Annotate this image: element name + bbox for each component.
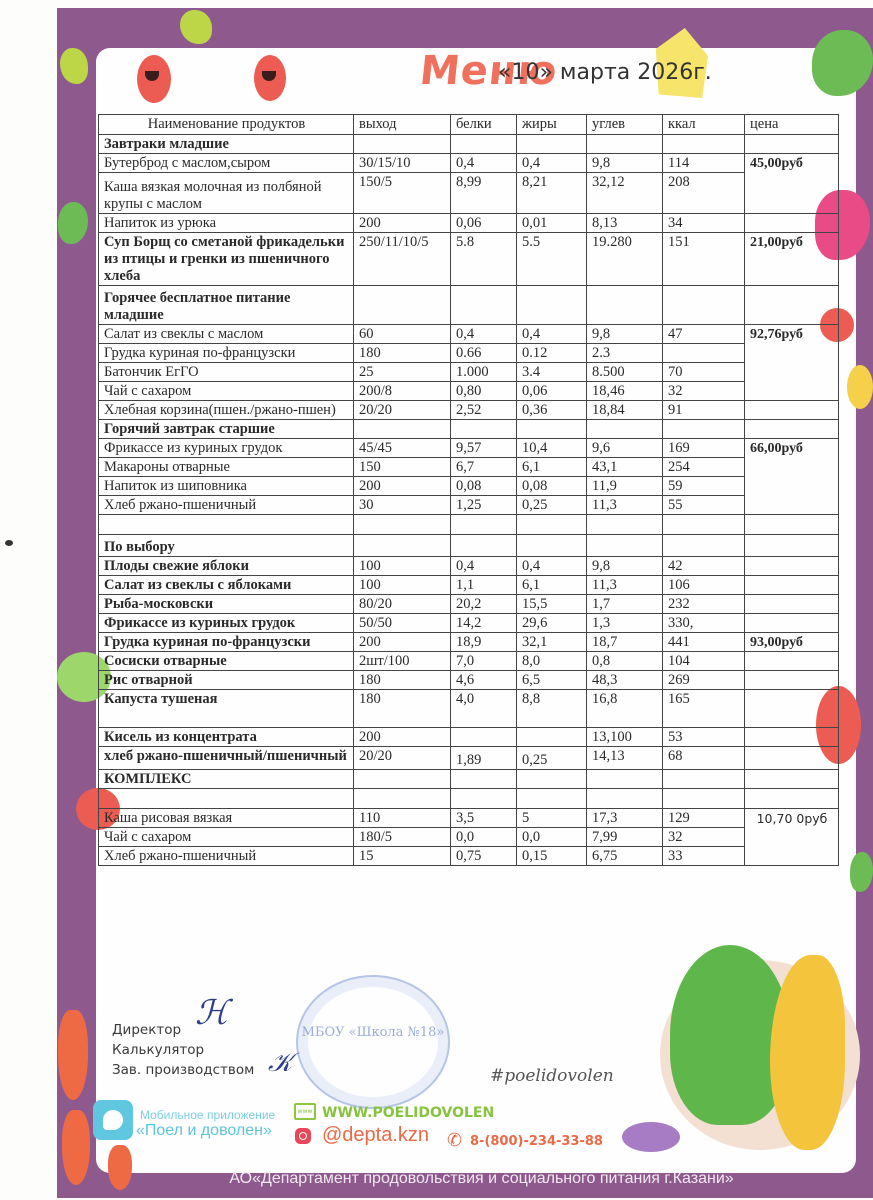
kcal: 33 <box>663 847 745 866</box>
section-row <box>99 535 839 557</box>
kcal: 68 <box>663 747 745 770</box>
fat: 8,0 <box>517 652 587 671</box>
carbs: 9,6 <box>587 439 663 458</box>
protein: 1.000 <box>451 363 517 382</box>
section-title: КОМПЛЕКС <box>99 770 354 789</box>
price: 92,76руб <box>745 325 839 401</box>
fat: 0,36 <box>517 401 587 420</box>
calculator-label: Калькулятор <box>112 1042 205 1058</box>
protein <box>451 728 517 747</box>
fat: 6,1 <box>517 576 587 595</box>
table-row <box>99 690 839 728</box>
kcal: 165 <box>663 690 745 728</box>
carbs: 17,3 <box>587 809 663 828</box>
portion: 60 <box>354 325 451 344</box>
empty-row <box>99 789 839 809</box>
fat: 3.4 <box>517 363 587 382</box>
table-row <box>99 557 839 576</box>
carrot-character-icon <box>58 1010 88 1100</box>
stamp-text: МБОУ «Школа №18» <box>301 1025 445 1040</box>
protein: 0,06 <box>451 214 517 233</box>
dish-name: Хлеб ржано-пшеничный <box>99 847 354 866</box>
portion: 30/15/10 <box>354 154 451 173</box>
price <box>745 690 839 728</box>
table-row <box>99 325 839 344</box>
price: 93,00руб <box>745 633 839 652</box>
protein: 0.66 <box>451 344 517 363</box>
portion: 200 <box>354 477 451 496</box>
table-row <box>99 847 839 866</box>
protein: 0,0 <box>451 828 517 847</box>
mobile-app-icon[interactable] <box>93 1100 133 1140</box>
protein: 0,4 <box>451 154 517 173</box>
carbs: 18,46 <box>587 382 663 401</box>
phone-icon: ✆ <box>447 1130 463 1151</box>
portion: 30 <box>354 496 451 515</box>
kcal: 129 <box>663 809 745 828</box>
protein: 1,1 <box>451 576 517 595</box>
portion: 45/45 <box>354 439 451 458</box>
kcal: 47 <box>663 325 745 344</box>
kcal: 114 <box>663 154 745 173</box>
price <box>745 614 839 633</box>
protein: 1,89 <box>451 747 517 770</box>
table-row <box>99 652 839 671</box>
price <box>745 576 839 595</box>
instagram-icon <box>295 1128 311 1144</box>
table-row <box>99 458 839 477</box>
dish-name: Сосиски отварные <box>99 652 354 671</box>
carbs: 9,8 <box>587 557 663 576</box>
instagram-handle[interactable]: @depta.kzn <box>322 1124 430 1146</box>
director-label: Директор <box>112 1022 182 1038</box>
protein: 0,75 <box>451 847 517 866</box>
dish-name: Салат из свеклы с яблоками <box>99 576 354 595</box>
table-row <box>99 747 839 770</box>
kcal: 32 <box>663 382 745 401</box>
price <box>745 671 839 690</box>
table-row <box>99 828 839 847</box>
portion: 100 <box>354 576 451 595</box>
dish-name: Грудка куриная по-французски <box>99 633 354 652</box>
dish-name: Батончик ЕгГО <box>99 363 354 382</box>
table-row <box>99 173 839 214</box>
carbs: 18,7 <box>587 633 663 652</box>
menu-date: «10» марта 2026г. <box>498 60 712 85</box>
portion: 2шт/100 <box>354 652 451 671</box>
fat <box>517 728 587 747</box>
dish-name: Кисель из концентрата <box>99 728 354 747</box>
carbs: 1,7 <box>587 595 663 614</box>
tomato-character-icon <box>137 55 171 103</box>
portion: 200 <box>354 214 451 233</box>
fat: 0,4 <box>517 557 587 576</box>
phone-number[interactable]: 8-(800)-234-33-88 <box>470 1134 603 1149</box>
dish-name: Суп Борщ со сметаной фрикадельки из птицы и гренки из пшеничного хлеба <box>99 233 354 286</box>
organization-footer: АО«Департамент продовольствия и социального питания г.Казани» <box>229 1170 734 1187</box>
dish-name: Грудка куриная по-французски <box>99 344 354 363</box>
protein: 6,7 <box>451 458 517 477</box>
dish-name: Напиток из урюка <box>99 214 354 233</box>
fat: 8,8 <box>517 690 587 728</box>
fat: 0,06 <box>517 382 587 401</box>
column-header-price: цена <box>745 115 839 135</box>
kcal: 441 <box>663 633 745 652</box>
protein: 5.8 <box>451 233 517 286</box>
menu-title: Меню <box>417 48 560 94</box>
fat: 0.12 <box>517 344 587 363</box>
kcal: 106 <box>663 576 745 595</box>
director-signature: ℋ <box>195 993 229 1033</box>
section-row <box>99 420 839 439</box>
portion: 150/5 <box>354 173 451 214</box>
column-header-kcal: ккал <box>663 115 745 135</box>
fat: 0,25 <box>517 747 587 770</box>
kcal: 91 <box>663 401 745 420</box>
fat: 15,5 <box>517 595 587 614</box>
portion: 50/50 <box>354 614 451 633</box>
table-row <box>99 576 839 595</box>
production-signature: 𝒦 <box>268 1048 293 1078</box>
dish-name: Рис отварной <box>99 671 354 690</box>
protein: 4,0 <box>451 690 517 728</box>
price: 66,00руб <box>745 439 839 515</box>
section-title: Горячий завтрак старшие <box>99 420 354 439</box>
carbs: 11,9 <box>587 477 663 496</box>
dish-name: Капуста тушеная <box>99 690 354 728</box>
column-header-name: Наименование продуктов <box>99 115 354 135</box>
price: 45,00руб <box>745 154 839 214</box>
dish-name: Рыба-московски <box>99 595 354 614</box>
app-label: Мобильное приложение <box>140 1108 276 1122</box>
fat: 0,4 <box>517 325 587 344</box>
price: 10,70 0руб <box>745 809 839 866</box>
section-row <box>99 135 839 154</box>
section-title: По выбору <box>99 535 354 557</box>
dish-name: Салат из свеклы с маслом <box>99 325 354 344</box>
price <box>745 728 839 747</box>
table-row <box>99 344 839 363</box>
carbs: 9,8 <box>587 154 663 173</box>
fat: 0,01 <box>517 214 587 233</box>
kcal: 53 <box>663 728 745 747</box>
kcal: 208 <box>663 173 745 214</box>
candy-character-icon <box>622 1122 680 1152</box>
protein: 1,25 <box>451 496 517 515</box>
kcal: 104 <box>663 652 745 671</box>
protein: 0,80 <box>451 382 517 401</box>
price <box>745 652 839 671</box>
protein: 3,5 <box>451 809 517 828</box>
kcal: 169 <box>663 439 745 458</box>
protein: 4,6 <box>451 671 517 690</box>
portion: 200 <box>354 728 451 747</box>
kcal: 34 <box>663 214 745 233</box>
protein: 0,08 <box>451 477 517 496</box>
head-production-label: Зав. производством <box>112 1062 255 1078</box>
fat: 6,5 <box>517 671 587 690</box>
table-row <box>99 614 839 633</box>
app-name[interactable]: «Поел и доволен» <box>136 1122 272 1139</box>
dish-name: Чай с сахаром <box>99 828 354 847</box>
carbs: 2.3 <box>587 344 663 363</box>
kcal: 55 <box>663 496 745 515</box>
carbs: 6,75 <box>587 847 663 866</box>
column-header-protein: белки <box>451 115 517 135</box>
fat: 0,0 <box>517 828 587 847</box>
section-row <box>99 770 839 789</box>
carbs: 7,99 <box>587 828 663 847</box>
carbs: 19.280 <box>587 233 663 286</box>
kcal: 70 <box>663 363 745 382</box>
carbs: 8,13 <box>587 214 663 233</box>
fat: 5 <box>517 809 587 828</box>
dish-name: Каша рисовая вязкая <box>99 809 354 828</box>
carbs: 32,12 <box>587 173 663 214</box>
carbs: 48,3 <box>587 671 663 690</box>
price <box>745 747 839 770</box>
carbs: 0,8 <box>587 652 663 671</box>
column-header-carbs: углев <box>587 115 663 135</box>
scan-mark <box>5 540 13 546</box>
protein: 18,9 <box>451 633 517 652</box>
carbs: 11,3 <box>587 496 663 515</box>
website-link[interactable]: WWW.POELIDOVOLEN <box>322 1105 495 1121</box>
protein: 14,2 <box>451 614 517 633</box>
protein: 0,4 <box>451 325 517 344</box>
dish-name: Каша вязкая молочная из полбяной крупы с маслом <box>99 173 354 214</box>
dish-name: Напиток из шиповника <box>99 477 354 496</box>
table-row <box>99 233 839 286</box>
dish-name: Плоды свежие яблоки <box>99 557 354 576</box>
portion: 150 <box>354 458 451 477</box>
table-row <box>99 477 839 496</box>
dish-name: Макароны отварные <box>99 458 354 477</box>
protein: 2,52 <box>451 401 517 420</box>
protein: 8,99 <box>451 173 517 214</box>
dish-name: Фрикассе из куриных грудок <box>99 614 354 633</box>
official-stamp <box>296 975 450 1109</box>
kcal: 330, <box>663 614 745 633</box>
section-title: Завтраки младшие <box>99 135 354 154</box>
table-row <box>99 633 839 652</box>
carbs: 8.500 <box>587 363 663 382</box>
portion: 80/20 <box>354 595 451 614</box>
price: 21,00руб <box>745 233 839 286</box>
carbs: 43,1 <box>587 458 663 477</box>
section-title: Горячее бесплатное питание младшие <box>99 286 354 325</box>
protein: 0,4 <box>451 557 517 576</box>
table-row <box>99 382 839 401</box>
table-header-row <box>99 115 839 135</box>
fat: 0,15 <box>517 847 587 866</box>
price <box>745 595 839 614</box>
portion: 200 <box>354 633 451 652</box>
column-header-portion: выход <box>354 115 451 135</box>
portion: 180 <box>354 690 451 728</box>
table-row <box>99 671 839 690</box>
table-row <box>99 595 839 614</box>
protein: 20,2 <box>451 595 517 614</box>
fat: 0,08 <box>517 477 587 496</box>
kcal: 32 <box>663 828 745 847</box>
portion: 180 <box>354 344 451 363</box>
carbs: 1,3 <box>587 614 663 633</box>
column-header-fat: жиры <box>517 115 587 135</box>
portion: 100 <box>354 557 451 576</box>
kcal: 151 <box>663 233 745 286</box>
website-icon: www <box>294 1103 316 1120</box>
fat: 10,4 <box>517 439 587 458</box>
section-row <box>99 286 839 325</box>
price <box>745 557 839 576</box>
portion: 250/11/10/5 <box>354 233 451 286</box>
hashtag: #poelidovolen <box>490 1066 614 1086</box>
portion: 180 <box>354 671 451 690</box>
portion: 25 <box>354 363 451 382</box>
portion: 110 <box>354 809 451 828</box>
kcal: 59 <box>663 477 745 496</box>
carbs: 14,13 <box>587 747 663 770</box>
portion: 200/8 <box>354 382 451 401</box>
table-row <box>99 154 839 173</box>
carbs: 11,3 <box>587 576 663 595</box>
table-row <box>99 728 839 747</box>
dish-name: хлеб ржано-пшеничный/пшеничный <box>99 747 354 770</box>
dish-name: Бутерброд с маслом,сыром <box>99 154 354 173</box>
smiley-character-icon <box>847 365 873 409</box>
dish-name: Хлеб ржано-пшеничный <box>99 496 354 515</box>
table-row <box>99 401 839 420</box>
empty-row <box>99 515 839 535</box>
kcal <box>663 344 745 363</box>
carbs: 13,100 <box>587 728 663 747</box>
dish-name: Хлебная корзина(пшен./ржано-пшен) <box>99 401 354 420</box>
fat: 6,1 <box>517 458 587 477</box>
kcal: 269 <box>663 671 745 690</box>
protein: 9,57 <box>451 439 517 458</box>
table-row <box>99 214 839 233</box>
fat: 5.5 <box>517 233 587 286</box>
carbs: 9,8 <box>587 325 663 344</box>
table-row <box>99 439 839 458</box>
fat: 0,25 <box>517 496 587 515</box>
protein: 7,0 <box>451 652 517 671</box>
table-row <box>99 496 839 515</box>
kcal: 254 <box>663 458 745 477</box>
tomato-character-icon <box>254 55 286 101</box>
carbs: 16,8 <box>587 690 663 728</box>
kcal: 42 <box>663 557 745 576</box>
portion: 20/20 <box>354 747 451 770</box>
menu-table <box>98 114 839 866</box>
kcal: 232 <box>663 595 745 614</box>
fat: 29,6 <box>517 614 587 633</box>
portion: 15 <box>354 847 451 866</box>
dish-name: Чай с сахаром <box>99 382 354 401</box>
carbs: 18,84 <box>587 401 663 420</box>
portion: 20/20 <box>354 401 451 420</box>
portion: 180/5 <box>354 828 451 847</box>
table-row <box>99 363 839 382</box>
fat: 8,21 <box>517 173 587 214</box>
fat: 32,1 <box>517 633 587 652</box>
table-row <box>99 809 839 828</box>
dish-name: Фрикассе из куриных грудок <box>99 439 354 458</box>
fat: 0,4 <box>517 154 587 173</box>
